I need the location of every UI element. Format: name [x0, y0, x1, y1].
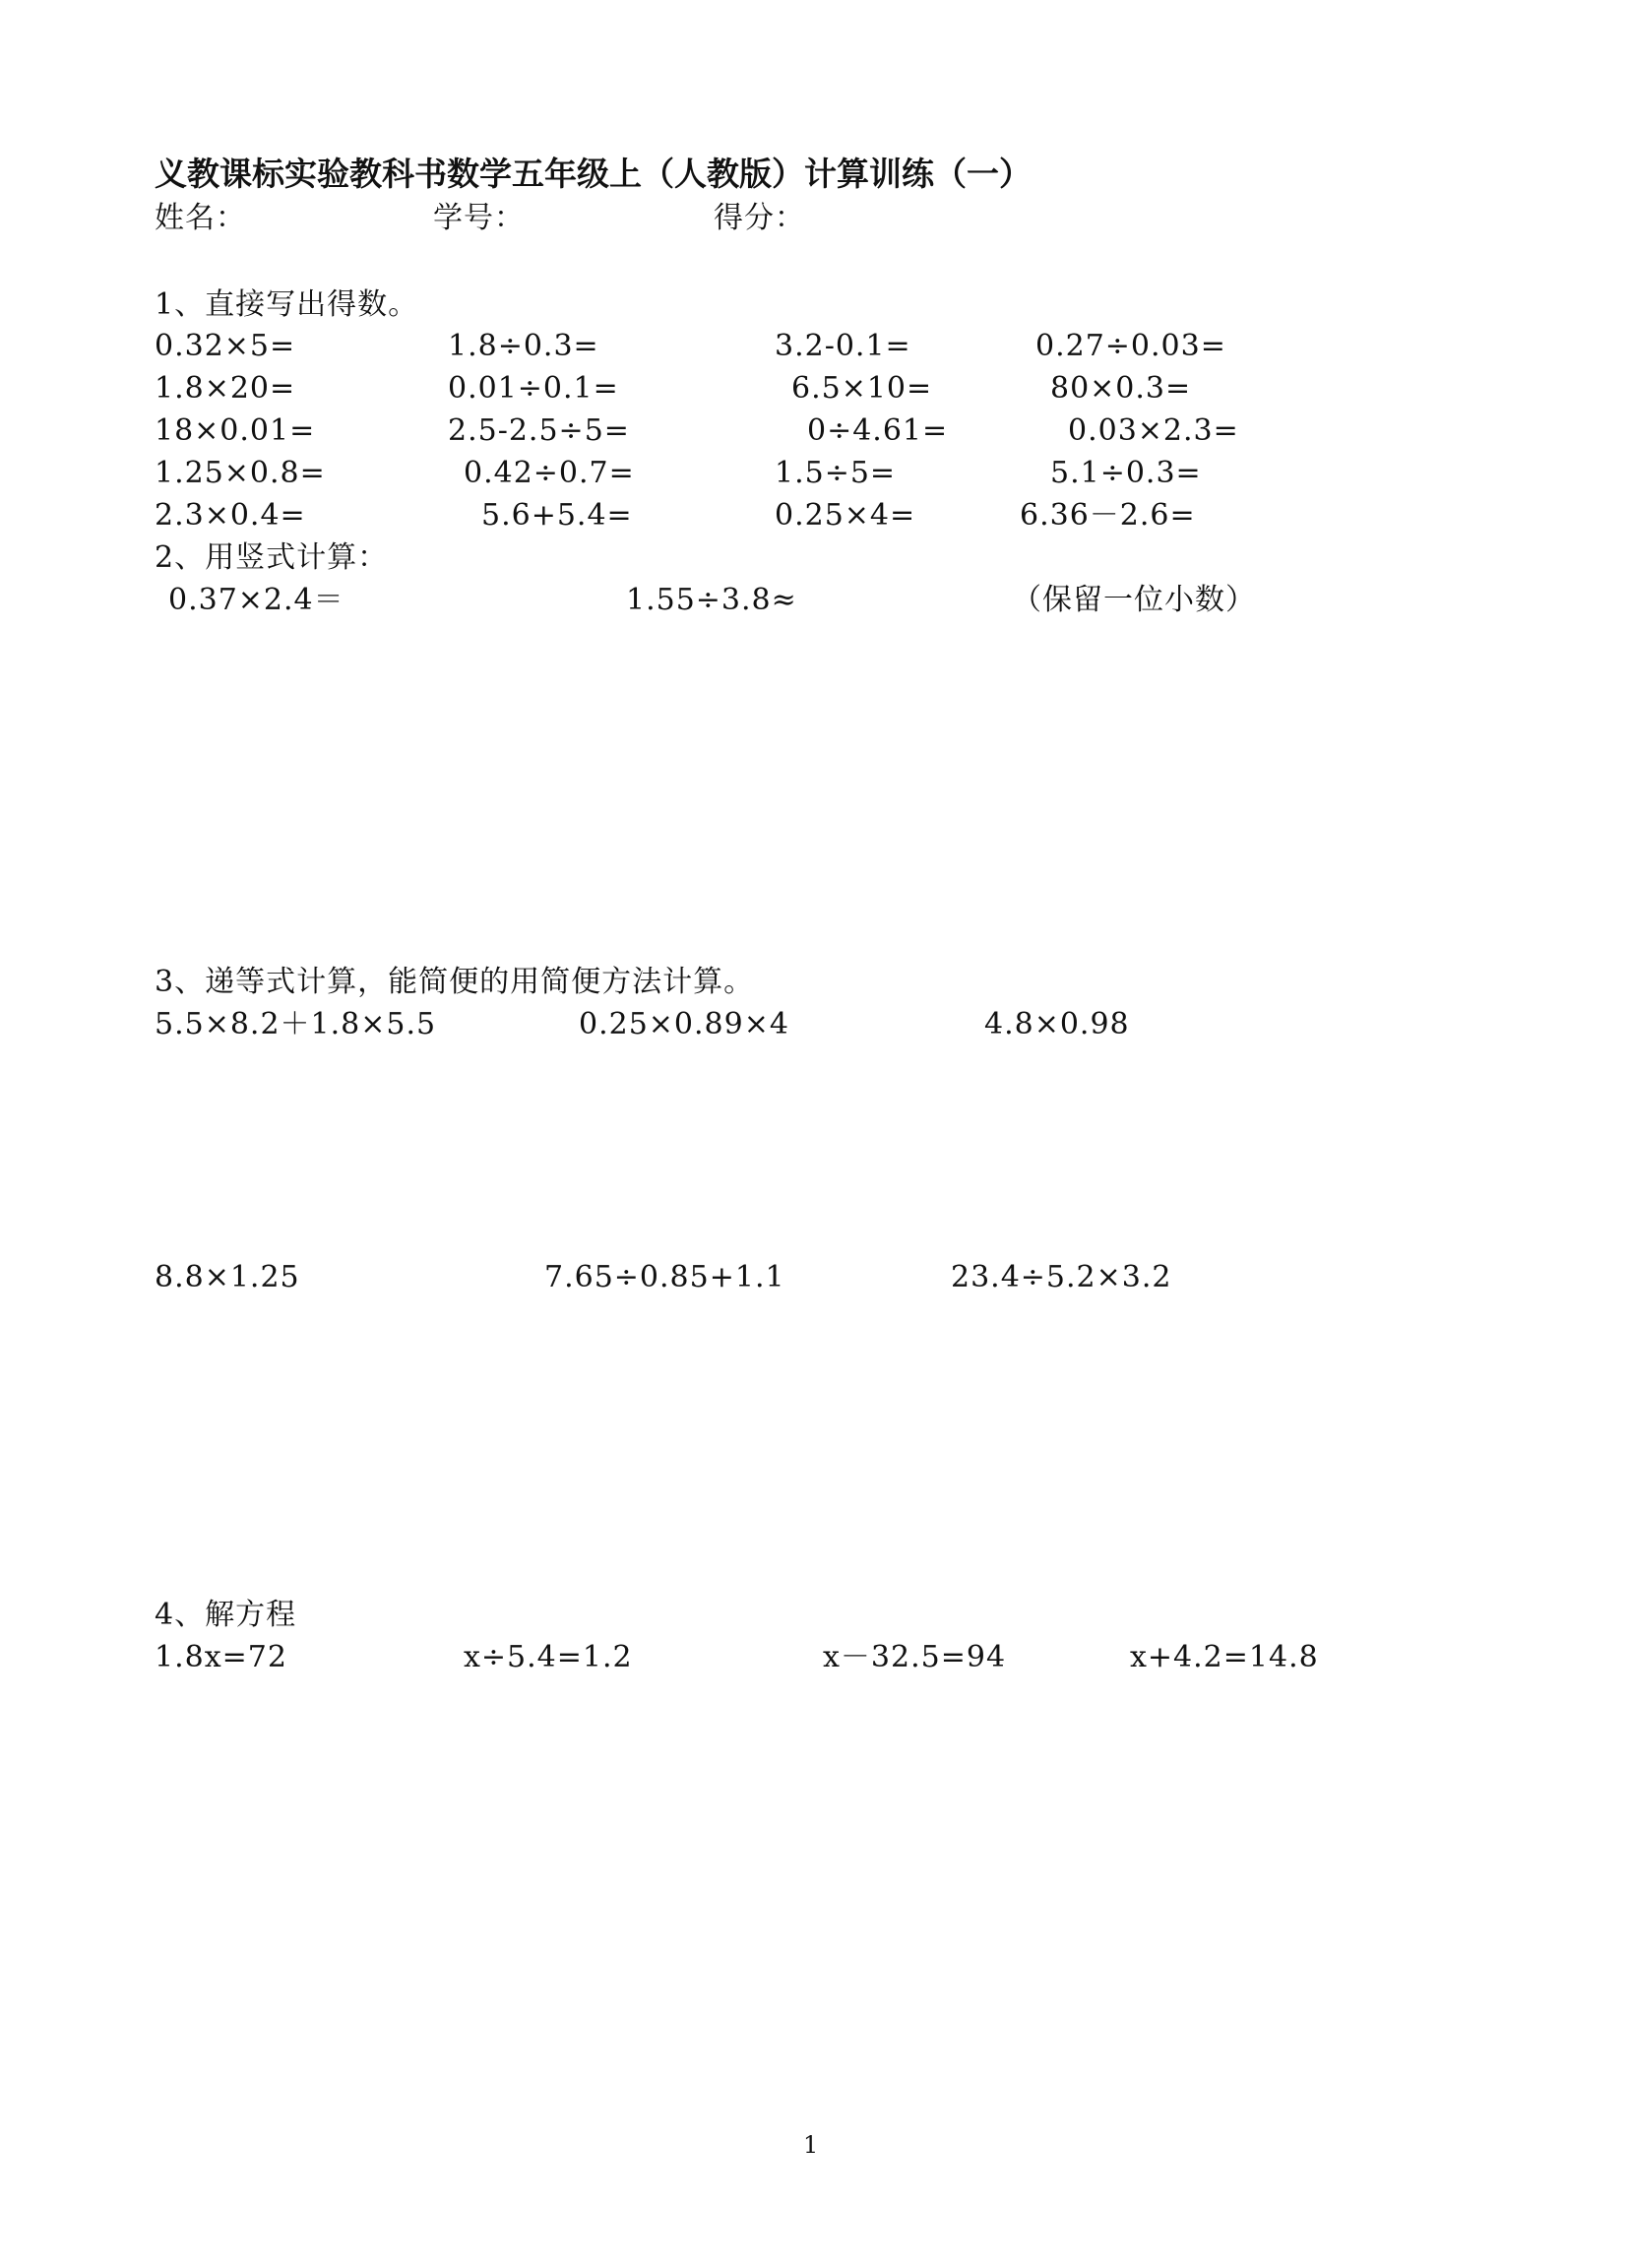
s1-r3-c1: 18×0.01=: [155, 413, 316, 448]
section2-heading: 2、用竖式计算：: [155, 540, 389, 575]
s1-r4-c1: 1.25×0.8=: [155, 456, 326, 490]
s3-r1-c3: 4.8×0.98: [984, 1007, 1130, 1041]
s1-r3-c2: 2.5-2.5÷5=: [448, 413, 630, 448]
s1-r2-c1: 1.8×20=: [155, 371, 296, 406]
s1-r5-c3: 0.25×4=: [775, 498, 916, 533]
s1-r5-c4: 6.36－2.6=: [1020, 498, 1196, 533]
s1-r4-c2: 0.42÷0.7=: [464, 456, 635, 490]
section4-heading: 4、解方程: [155, 1598, 297, 1632]
student-number-label: 学号：: [433, 201, 525, 235]
s3-r1-c1: 5.5×8.2＋1.8×5.5: [155, 1007, 437, 1041]
s4-item-4: x+4.2=14.8: [1130, 1640, 1319, 1674]
s1-r3-c4: 0.03×2.3=: [1068, 413, 1239, 448]
name-label: 姓名：: [155, 201, 246, 235]
s1-r5-c2: 5.6+5.4=: [481, 498, 633, 533]
s2-item-2: 1.55÷3.8≈: [626, 583, 797, 617]
page-title: 义教课标实验教科书数学五年级上（人教版）计算训练（一）: [155, 155, 1032, 193]
s3-r2-c2: 7.65÷0.85+1.1: [544, 1260, 785, 1294]
s1-r5-c1: 2.3×0.4=: [155, 498, 306, 533]
s3-r1-c2: 0.25×0.89×4: [579, 1007, 789, 1041]
s4-item-1: 1.8x=72: [155, 1640, 287, 1674]
s1-r2-c3: 6.5×10=: [791, 371, 933, 406]
s2-rounding-note: （保留一位小数）: [1012, 583, 1256, 617]
s1-r1-c4: 0.27÷0.03=: [1035, 329, 1226, 363]
s1-r1-c2: 1.8÷0.3=: [448, 329, 599, 363]
s1-r3-c3: 0÷4.61=: [807, 413, 949, 448]
s1-r4-c3: 1.5÷5=: [775, 456, 897, 490]
s1-r4-c4: 5.1÷0.3=: [1050, 456, 1202, 490]
section3-heading: 3、递等式计算，能简便的用简便方法计算。: [155, 965, 755, 999]
score-label: 得分：: [714, 201, 805, 235]
s3-r2-c1: 8.8×1.25: [155, 1260, 300, 1294]
s1-r1-c3: 3.2-0.1=: [775, 329, 911, 363]
s1-r1-c1: 0.32×5=: [155, 329, 296, 363]
s2-item-1: 0.37×2.4＝: [168, 583, 344, 617]
page-number: 1: [803, 2131, 820, 2159]
s3-r2-c3: 23.4÷5.2×3.2: [951, 1260, 1172, 1294]
s4-item-3: x－32.5=94: [823, 1640, 1007, 1674]
section1-heading: 1、直接写出得数。: [155, 287, 419, 322]
s1-r2-c2: 0.01÷0.1=: [448, 371, 619, 406]
s1-r2-c4: 80×0.3=: [1050, 371, 1192, 406]
s4-item-2: x÷5.4=1.2: [464, 1640, 633, 1674]
